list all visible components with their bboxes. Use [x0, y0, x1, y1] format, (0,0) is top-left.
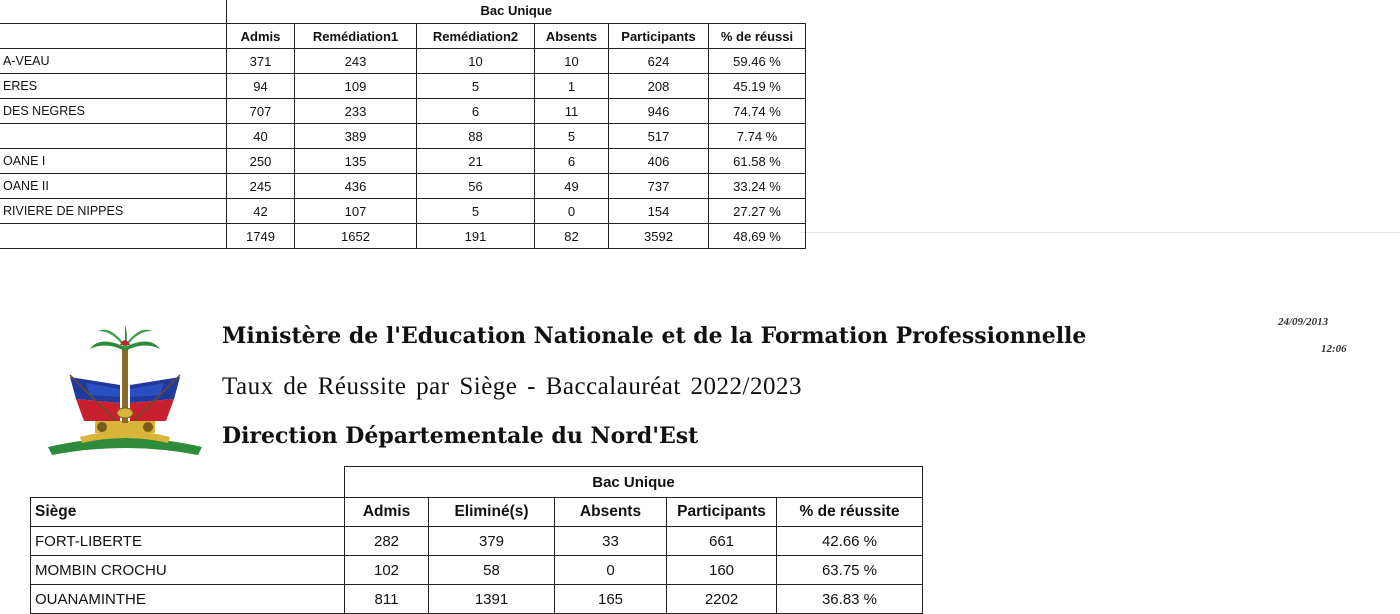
- rem1-cell: 107: [295, 199, 417, 224]
- table-row: [0, 149, 806, 174]
- total-absents: 82: [535, 224, 609, 249]
- siege-cell: OANE I: [0, 149, 227, 174]
- table-row: [0, 124, 806, 149]
- admis-cell: 371: [227, 49, 295, 74]
- admis-cell: 42: [227, 199, 295, 224]
- col-header-participants: Participants: [609, 24, 709, 49]
- admis-cell: 811: [345, 585, 429, 614]
- admis-cell: 245: [227, 174, 295, 199]
- participants-cell: 406: [609, 149, 709, 174]
- elimines-cell: 379: [429, 527, 555, 556]
- col-header-pct: % de réussite: [777, 498, 923, 527]
- direction-title: Direction Départementale du Nord'Est: [222, 423, 699, 449]
- admis-cell: 282: [345, 527, 429, 556]
- total-participants: 3592: [609, 224, 709, 249]
- report-subtitle: Taux de Réussite par Siège - Baccalauréat 2022/2023: [222, 373, 802, 400]
- pct-cell: 63.75 %: [777, 556, 923, 585]
- total-rem1: 1652: [295, 224, 417, 249]
- admis-cell: 102: [345, 556, 429, 585]
- pct-cell: 59.46 %: [709, 49, 806, 74]
- rem2-cell: 21: [417, 149, 535, 174]
- report-time: 12:06: [1321, 343, 1347, 355]
- rem1-cell: 135: [295, 149, 417, 174]
- col-header-admis: Admis: [227, 24, 295, 49]
- pct-cell: 74.74 %: [709, 99, 806, 124]
- absents-cell: 6: [535, 149, 609, 174]
- report-date: 24/09/2013: [1278, 316, 1329, 328]
- siege-header-cell: [0, 24, 227, 49]
- total-row: [0, 224, 806, 249]
- table-row: [0, 174, 806, 199]
- pct-cell: 45.19 %: [709, 74, 806, 99]
- rem1-cell: 243: [295, 49, 417, 74]
- siege-cell: RIVIERE DE NIPPES: [0, 199, 227, 224]
- absents-cell: 0: [555, 556, 667, 585]
- absents-cell: 10: [535, 49, 609, 74]
- rem2-cell: 6: [417, 99, 535, 124]
- ministry-title: Ministère de l'Education Nationale et de la Formation Professionnelle: [222, 323, 1087, 349]
- siege-cell: [0, 124, 227, 149]
- rem2-cell: 5: [417, 74, 535, 99]
- haiti-coat-of-arms-icon: [40, 325, 210, 460]
- col-header-remediation2: Remédiation2: [417, 24, 535, 49]
- absents-cell: 165: [555, 585, 667, 614]
- siege-cell: DES NEGRES: [0, 99, 227, 124]
- admis-cell: 94: [227, 74, 295, 99]
- participants-cell: 737: [609, 174, 709, 199]
- col-header-admis: Admis: [345, 498, 429, 527]
- col-header-pct: % de réussi: [709, 24, 806, 49]
- siege-cell: ERES: [0, 74, 227, 99]
- table-row: [31, 585, 923, 614]
- participants-cell: 517: [609, 124, 709, 149]
- col-header-remediation1: Remédiation1: [295, 24, 417, 49]
- rem1-cell: 233: [295, 99, 417, 124]
- siege-cell: MOMBIN CROCHU: [31, 556, 345, 585]
- pct-cell: 36.83 %: [777, 585, 923, 614]
- rem1-cell: 436: [295, 174, 417, 199]
- pct-cell: 7.74 %: [709, 124, 806, 149]
- total-pct: 48.69 %: [709, 224, 806, 249]
- pct-cell: 27.27 %: [709, 199, 806, 224]
- participants-cell: 661: [667, 527, 777, 556]
- siege-cell: OANE II: [0, 174, 227, 199]
- siege-cell: OUANAMINTHE: [31, 585, 345, 614]
- participants-cell: 160: [667, 556, 777, 585]
- absents-cell: 5: [535, 124, 609, 149]
- table-row: [0, 199, 806, 224]
- elimines-cell: 1391: [429, 585, 555, 614]
- absents-cell: 0: [535, 199, 609, 224]
- siege-cell: FORT-LIBERTE: [31, 527, 345, 556]
- bac-unique-header: Bac Unique: [345, 467, 923, 498]
- table-row: [31, 556, 923, 585]
- total-label-cell: [0, 224, 227, 249]
- elimines-cell: 58: [429, 556, 555, 585]
- participants-cell: 154: [609, 199, 709, 224]
- rem2-cell: 88: [417, 124, 535, 149]
- bottom-results-table: [30, 466, 923, 614]
- table-row: [0, 74, 806, 99]
- rem1-cell: 109: [295, 74, 417, 99]
- pct-cell: 33.24 %: [709, 174, 806, 199]
- top-results-table: [0, 0, 806, 249]
- col-header-elimines: Eliminé(s): [429, 498, 555, 527]
- rem1-cell: 389: [295, 124, 417, 149]
- participants-cell: 624: [609, 49, 709, 74]
- admis-cell: 707: [227, 99, 295, 124]
- col-header-absents: Absents: [535, 24, 609, 49]
- rem2-cell: 10: [417, 49, 535, 74]
- rem2-cell: 5: [417, 199, 535, 224]
- table-row: [31, 527, 923, 556]
- participants-cell: 2202: [667, 585, 777, 614]
- bac-unique-header: Bac Unique: [227, 0, 806, 24]
- participants-cell: 208: [609, 74, 709, 99]
- page-separator: [800, 232, 1400, 233]
- table-row: [0, 99, 806, 124]
- admis-cell: 40: [227, 124, 295, 149]
- col-header-participants: Participants: [667, 498, 777, 527]
- rem2-cell: 56: [417, 174, 535, 199]
- col-header-absents: Absents: [555, 498, 667, 527]
- pct-cell: 42.66 %: [777, 527, 923, 556]
- total-rem2: 191: [417, 224, 535, 249]
- participants-cell: 946: [609, 99, 709, 124]
- siege-header: Siège: [31, 498, 345, 527]
- admis-cell: 250: [227, 149, 295, 174]
- total-admis: 1749: [227, 224, 295, 249]
- absents-cell: 49: [535, 174, 609, 199]
- absents-cell: 33: [555, 527, 667, 556]
- siege-cell: A-VEAU: [0, 49, 227, 74]
- absents-cell: 11: [535, 99, 609, 124]
- pct-cell: 61.58 %: [709, 149, 806, 174]
- absents-cell: 1: [535, 74, 609, 99]
- table-row: [0, 49, 806, 74]
